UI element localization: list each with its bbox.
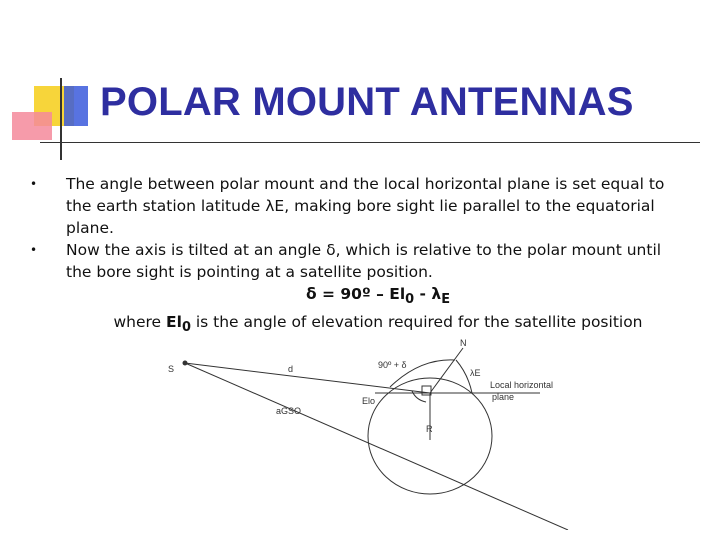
label-s: S <box>168 364 175 374</box>
where-sub: 0 <box>181 320 191 336</box>
label-agso: aGSO <box>276 406 302 416</box>
label-angle: 90º + δ <box>378 360 407 370</box>
where-pre: where <box>113 313 167 332</box>
title-underline <box>40 142 700 143</box>
label-n: N <box>460 338 467 348</box>
bullet-text-1: The angle between polar mount and the local horizontal plane is set equal to the earth station latitude λE, making bore sight lie parallel to the equatorial plane. <box>66 175 665 237</box>
decor-pink-square <box>12 112 52 140</box>
bullet-item-2 <box>30 239 690 283</box>
satellite-point <box>183 361 188 366</box>
polar-mount-diagram <box>150 330 570 530</box>
decor-vertical-line <box>60 78 62 160</box>
label-d: d <box>288 364 294 374</box>
formula-sub: 0 <box>405 292 415 308</box>
label-horizontal-2: plane <box>492 392 515 402</box>
label-r: R <box>426 424 433 434</box>
where-symbol: El <box>166 313 182 332</box>
bullet-marker: • <box>30 177 38 191</box>
decor-blue-square <box>64 86 88 126</box>
formula-mid: - λ <box>414 285 442 303</box>
slide-title: POLAR MOUNT ANTENNAS <box>100 80 634 124</box>
label-horizontal-1: Local horizontal <box>490 380 554 390</box>
label-el: Elo <box>362 396 376 406</box>
formula-sub2: E <box>441 292 451 308</box>
bullet-list <box>30 173 690 339</box>
bullet-item-1 <box>30 173 690 239</box>
where-post: is the angle of elevation required for the satellite position <box>190 313 643 332</box>
bullet-marker: • <box>30 243 38 257</box>
label-lambda: λE <box>470 368 481 378</box>
formula <box>30 283 690 311</box>
bullet-text-2: Now the axis is tilted at an angle δ, which is relative to the polar mount until the bore sight is pointing at a satellite position. <box>66 241 662 281</box>
north-axis-line <box>430 348 463 393</box>
formula-lhs: δ = 90º – El <box>305 285 406 303</box>
